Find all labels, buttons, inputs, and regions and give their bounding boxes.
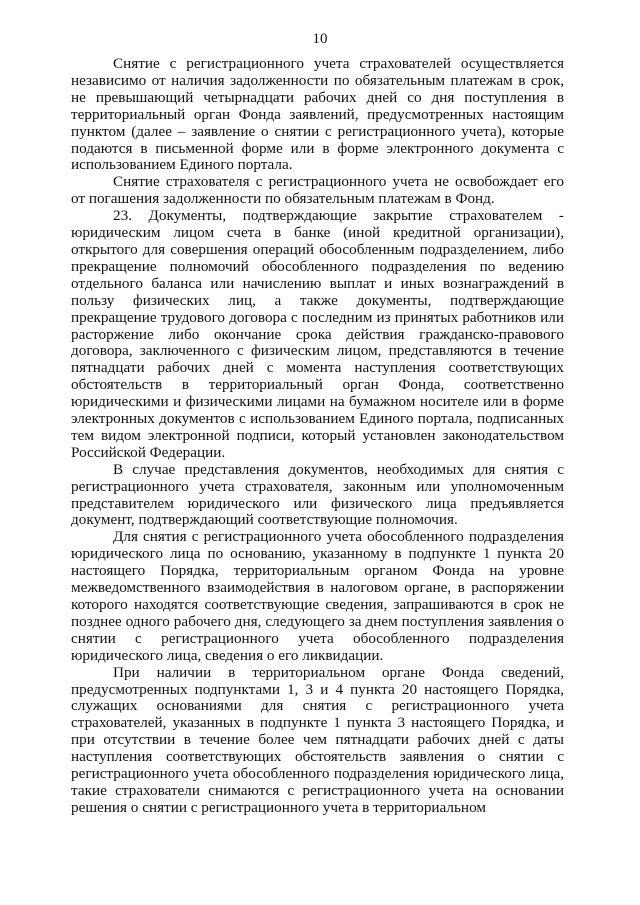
paragraph-separate-division-deregistration: Для снятия с регистрационного учета обособленного подразделения юридического лица по основанию, указанному в подпункте 1 пункта 20 настоящего Порядка, территориальным органом Фонда на уровне межведомственного взаимодействия в налоговом органе, в распоряжении которого находятся соответствующие сведения, запрашиваются в срок не позднее одного рабочего дня, следующего за днем поступления заявления о снятии с регистрационного учета обособленного подразделения юридического лица, сведения о его ликвидации.	[71, 528, 564, 664]
paragraph-item-23-documents: 23. Документы, подтверждающие закрытие страхователем - юридическим лицом счета в банке (иной кредитной организации), открытого для совершения операций обособленным подразделением, либо прекращение полномочий обособленного подразделения по ведению отдельного баланса или начислению выплат и иных вознаграждений в пользу физических лиц, а также документы, подтверждающие прекращение трудового договора с последним из принятых работников или расторжение либо окончание срока действия гражданско-правового договора, заключенного с физическим лицом, представляются в течение пятнадцати рабочих дней с момента наступления соответствующих обстоятельств в территориальный орган Фонда, соответственно юридическими и физическими лицами на бумажном носителе или в форме электронных документов с использованием Единого портала, подписанных тем видом электронной подписи, который установлен законодательством Российской Федерации.	[71, 207, 564, 461]
paragraph-debt-obligation: Снятие страхователя с регистрационного учета не освобождает его от погашения задолженности по обязательным платежам в Фонд.	[71, 173, 564, 208]
page-number: 10	[312, 31, 328, 47]
paragraph-representative-authority: В случае представления документов, необходимых для снятия с регистрационного учета страхователя, законным или уполномоченным представителем юридического или физического лица предъявляется документ, подтверждающий соответствующие полномочия.	[71, 460, 564, 529]
paragraph-territorial-body-information: При наличии в территориальном органе Фонда сведений, предусмотренных подпунктами 1, 3 и 4 пункта 20 настоящего Порядка, служащих основаниями для снятия с регистрационного учета страхователей, указанных в подпункте 1 пункта 3 настоящего Порядка, и при отсутствии в течение более чем пятнадцати рабочих дней с даты наступления соответствующих обстоятельств заявления о снятии с регистрационного учета обособленного подразделения юридического лица, такие страхователи снимаются с регистрационного учета на основании решения о снятии с регистрационного учета в территориальном	[71, 663, 564, 816]
document-body	[71, 56, 564, 817]
paragraph-deregistration-terms: Снятие с регистрационного учета страхователей осуществляется независимо от наличия задолженности по обязательным платежам в срок, не превышающий четырнадцати рабочих дней со дня поступления в территориальный орган Фонда заявлений, предусмотренных настоящим пунктом (далее – заявление о снятии с регистрационного учета), которые подаются в письменной форме или в форме электронного документа с использованием Единого портала.	[71, 55, 564, 174]
